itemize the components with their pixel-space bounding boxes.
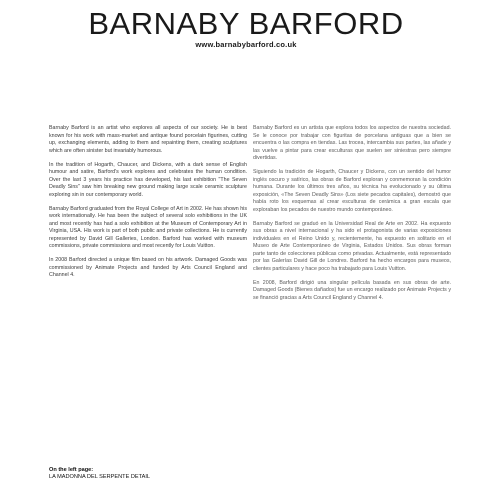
english-paragraph-1: Barnaby Barford is an artist who explores all aspects of our society. He is best known for his work with mass-market and antique found porcelain figurines, cutting up, exchanging elements, adding to them and repainting them, creating sculptures which are often sinister but invariably humorous. bbox=[49, 125, 247, 154]
page-title: BARNABY BARFORD bbox=[88, 6, 404, 41]
spanish-text-column bbox=[253, 125, 451, 309]
english-paragraph-2: In the tradition of Hogarth, Chaucer, and Dickens, with a dark sense of English humour and satire, Barford's work explores and celebrates the human condition. Over the last 3 years his practice has developed, his last exhibition "The Seven Deadly Sins" saw him breaking new ground making large scale ceramic sculpture exploring sin in our contemporary world. bbox=[49, 161, 247, 198]
spanish-paragraph-4: En 2008, Barford dirigió una singular película basada en sus obras de arte. Damaged Goods (Bienes dañados) fue un encargo realizado por Animate Projects y se financió gracias a Arts Council England y Channel 4. bbox=[253, 279, 451, 301]
english-paragraph-4: In 2008 Barford directed a unique film based on his artwork. Damaged Goods was commissioned by Animate Projects and funded by Arts Council England and Channel 4. bbox=[49, 257, 247, 278]
spanish-paragraph-3: Barnaby Barford se graduó en la Universidad Real de Arte en 2002. Ha expuesto sus obras a nivel internacional y ha sido el protagonista de varias exposiciones individuales en el Reino Unido y, recientemente, ha expuesto en solitario en el Museo de Arte Contemporáneo de Virginia, Estados Unidos. Sus obras forman parte tanto de colecciones públicas como privadas. Actualmente, está representado por las Galerías David Gill de Londres. Barford ha hecho encargos para museos, clientes particulares y hace poco ha trabajado para Louis Vuitton. bbox=[253, 220, 451, 272]
english-paragraph-3: Barnaby Barford graduated from the Royal College of Art in 2002. He has shown his work internationally. He has been the subject of several solo exhibitions in the UK and most recently has had a solo exhibition at the Museum of Contemporary Art in Virginia, USA. His work is part of both public and private collections. He is currently represented by David Gill Galleries, London. Barford has worked with museum commissions, private commissions and most recently for Louis Vuitton. bbox=[49, 205, 247, 249]
footnote bbox=[49, 467, 150, 481]
english-text-column bbox=[49, 125, 247, 286]
spanish-paragraph-2: Siguiendo la tradición de Hogarth, Chaucer y Dickens, con un sentido del humor inglés oscuro y satírico, las obras de Barford exploran y conmemoran la condición humana. Durante los últimos tres años, su técnica ha evolucionado y su última exposición, «The Seven Deadly Sins» (Los siete pecados capitales), demostró que había roto los esquemas al crear esculturas de cerámica a gran escala que exploraban los pecados de nuestro mundo contemporáneo. bbox=[253, 169, 451, 213]
footnote-caption: LA MADONNA DEL SERPENTE DETAIL bbox=[49, 474, 151, 480]
footnote-label: On the left page: bbox=[49, 467, 94, 473]
spanish-paragraph-1: Barnaby Barford es un artista que explora todos los aspectos de nuestra sociedad. Se le conoce por trabajar con figuritas de porcelana antiguas que a bien se encuentra o las compra en tiendas. Las trocea, intercambia sus partes, las añade y las vuelve a pintar para crear esculturas que suelen ser siniestras pero siempre divertidas. bbox=[253, 125, 451, 161]
website-url: www.barnabybarford.co.uk bbox=[195, 40, 297, 49]
